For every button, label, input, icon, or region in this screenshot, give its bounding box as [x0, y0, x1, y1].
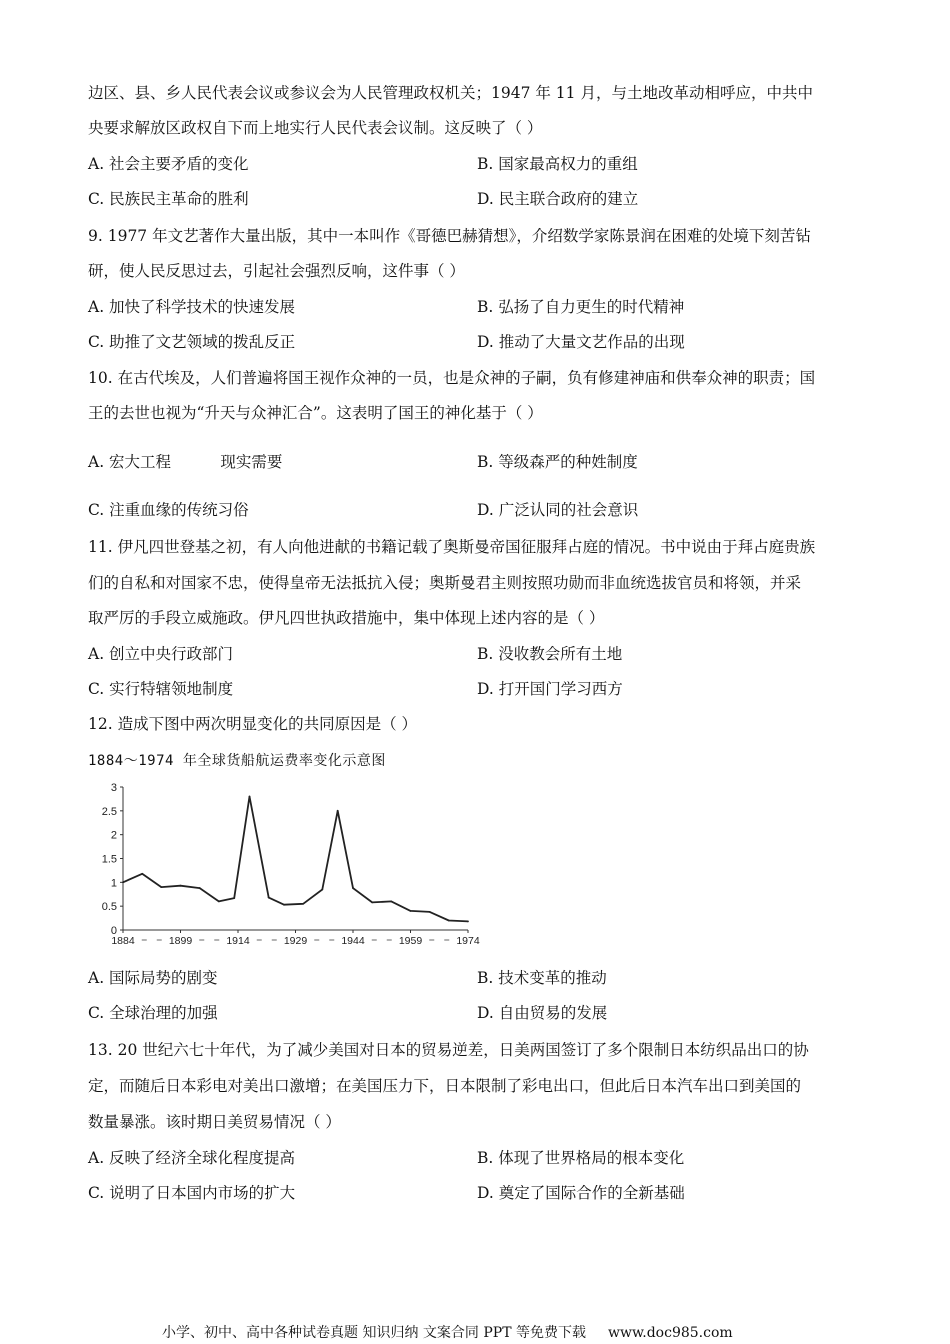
q12-option-d: D. 自由贸易的发展	[477, 1004, 608, 1022]
data-point	[467, 921, 469, 923]
footer-text: 小学、初中、高中各种试卷真题 知识归纳 文案合同 PPT 等免费下载	[162, 1325, 586, 1341]
q11-option-d: D. 打开国门学习西方	[477, 680, 623, 698]
data-point	[390, 901, 392, 903]
x-tick-label: 1944	[341, 935, 365, 947]
data-point	[141, 873, 143, 875]
q10-option-c: C. 注重血缘的传统习俗	[88, 501, 249, 519]
page-footer	[162, 1322, 733, 1342]
q8-stem-line-2: 央要求解放区政权自下而上地实行人民代表会议制。这反映了（ ）	[88, 119, 543, 137]
q12-stem-line-1: 12. 造成下图中两次明显变化的共同原因是（ ）	[88, 715, 418, 733]
x-tick-label: 1929	[283, 935, 308, 947]
q8-option-a: A. 社会主要矛盾的变化	[88, 155, 249, 173]
y-tick-label: 1	[110, 877, 117, 890]
q13-option-d: D. 奠定了国际合作的全新基础	[477, 1184, 685, 1202]
q10-option-d: D. 广泛认同的社会意识	[477, 501, 639, 519]
q10-option-b: B. 等级森严的种姓制度	[477, 453, 638, 471]
freight-rate-series-line	[123, 797, 468, 922]
q13-option-b: B. 体现了世界格局的根本变化	[477, 1149, 685, 1167]
data-point	[122, 881, 124, 883]
data-point	[371, 901, 373, 903]
q13-option-c: C. 说明了日本国内市场的扩大	[88, 1184, 296, 1202]
data-point	[218, 901, 220, 903]
x-tick-label: 1899	[168, 935, 193, 947]
q13-stem-line-1: 13. 20 世纪六七十年代，为了减少美国对日本的贸易逆差，日美两国签订了多个限制日本纺织品出口的协	[88, 1041, 809, 1059]
q10-stem-line-1: 10. 在古代埃及，人们普遍将国王视作众神的一员，也是众神的子嗣，负有修建神庙和供奉众神的职责；国	[88, 369, 816, 387]
data-point	[160, 886, 162, 888]
q12-option-a: A. 国际局势的剧变	[88, 969, 218, 987]
data-point	[233, 897, 235, 899]
q11-stem-line-2: 们的自私和对国家不忠，使得皇帝无法抵抗入侵；奥斯曼君主则按照功勋而非血统选拔官员和将领，并采	[88, 574, 802, 592]
data-point	[302, 903, 304, 905]
q10-option-a: A. 宏大工程 现实需要	[88, 453, 283, 471]
q13-stem-line-3: 数量暴涨。该时期日美贸易情况（ ）	[88, 1113, 341, 1131]
q11-option-c: C. 实行特辖领地制度	[88, 680, 234, 698]
data-point	[410, 910, 412, 912]
q8-option-c: C. 民族民主革命的胜利	[88, 190, 249, 208]
q8-option-d: D. 民主联合政府的建立	[477, 190, 639, 208]
data-point	[448, 920, 450, 922]
q12-option-c: C. 全球治理的加强	[88, 1004, 218, 1022]
q9-stem-line-2: 研，使人民反思过去，引起社会强烈反响，这件事（ ）	[88, 262, 465, 280]
data-point	[283, 904, 285, 906]
q11-stem-line-1: 11. 伊凡四世登基之初，有人向他进献的书籍记载了奥斯曼帝国征服拜占庭的情况。书中说由于拜占庭贵族	[88, 538, 816, 556]
freight-rate-line-chart	[86, 772, 486, 952]
q8-stem-line-1: 边区、县、乡人民代表会议或参议会为人民管理政权机关；1947 年 11 月，与土地改革动相呼应，中共中	[88, 84, 813, 102]
q9-option-b: B. 弘扬了自力更生的时代精神	[477, 298, 685, 316]
data-point	[352, 887, 354, 889]
q11-option-b: B. 没收教会所有土地	[477, 645, 623, 663]
data-point	[337, 810, 339, 812]
q11-option-a: A. 创立中央行政部门	[88, 645, 234, 663]
q13-stem-line-2: 定，而随后日本彩电对美出口激增；在美国压力下，日本限制了彩电出口，但此后日本汽车出口到美国的	[88, 1077, 802, 1095]
q10-stem-line-2: 王的去世也视为“升天与众神汇合”。这表明了国王的神化基于（ ）	[88, 404, 543, 422]
q9-option-c: C. 助推了文艺领域的拨乱反正	[88, 333, 296, 351]
q9-option-a: A. 加快了科学技术的快速发展	[88, 298, 296, 316]
data-point	[429, 911, 431, 913]
y-tick-label: 0.5	[101, 901, 117, 914]
x-tick-label: 1914	[226, 935, 250, 947]
data-point	[249, 796, 251, 798]
y-tick-label: 1.5	[101, 853, 117, 866]
y-tick-label: 2.5	[101, 805, 117, 818]
footer-link[interactable]: www.doc985.com	[607, 1325, 733, 1341]
q9-stem-line-1: 9. 1977 年文艺著作大量出版，其中一本叫作《哥德巴赫猜想》，介绍数学家陈景润在困难的处境下刻苦钻	[88, 227, 811, 245]
q12-option-b: B. 技术变革的推动	[477, 969, 607, 987]
data-point	[180, 885, 182, 887]
y-tick-label: 0	[110, 925, 117, 937]
chart-title: 1884～1974 年全球货船航运费率变化示意图	[88, 753, 386, 769]
q9-option-d: D. 推动了大量文艺作品的出现	[477, 333, 685, 351]
x-tick-label: 1959	[398, 935, 423, 947]
q11-stem-line-3: 取严厉的手段立威施政。伊凡四世执政措施中，集中体现上述内容的是（ ）	[88, 609, 605, 627]
x-tick-label: 1974	[456, 935, 480, 947]
x-tick-label: 1884	[111, 935, 135, 947]
data-point	[268, 897, 270, 899]
q8-option-b: B. 国家最高权力的重组	[477, 155, 638, 173]
q13-option-a: A. 反映了经济全球化程度提高	[88, 1149, 296, 1167]
y-tick-label: 2	[110, 829, 117, 842]
data-point	[199, 887, 201, 889]
data-point	[321, 889, 323, 891]
y-tick-label: 3	[110, 782, 117, 794]
